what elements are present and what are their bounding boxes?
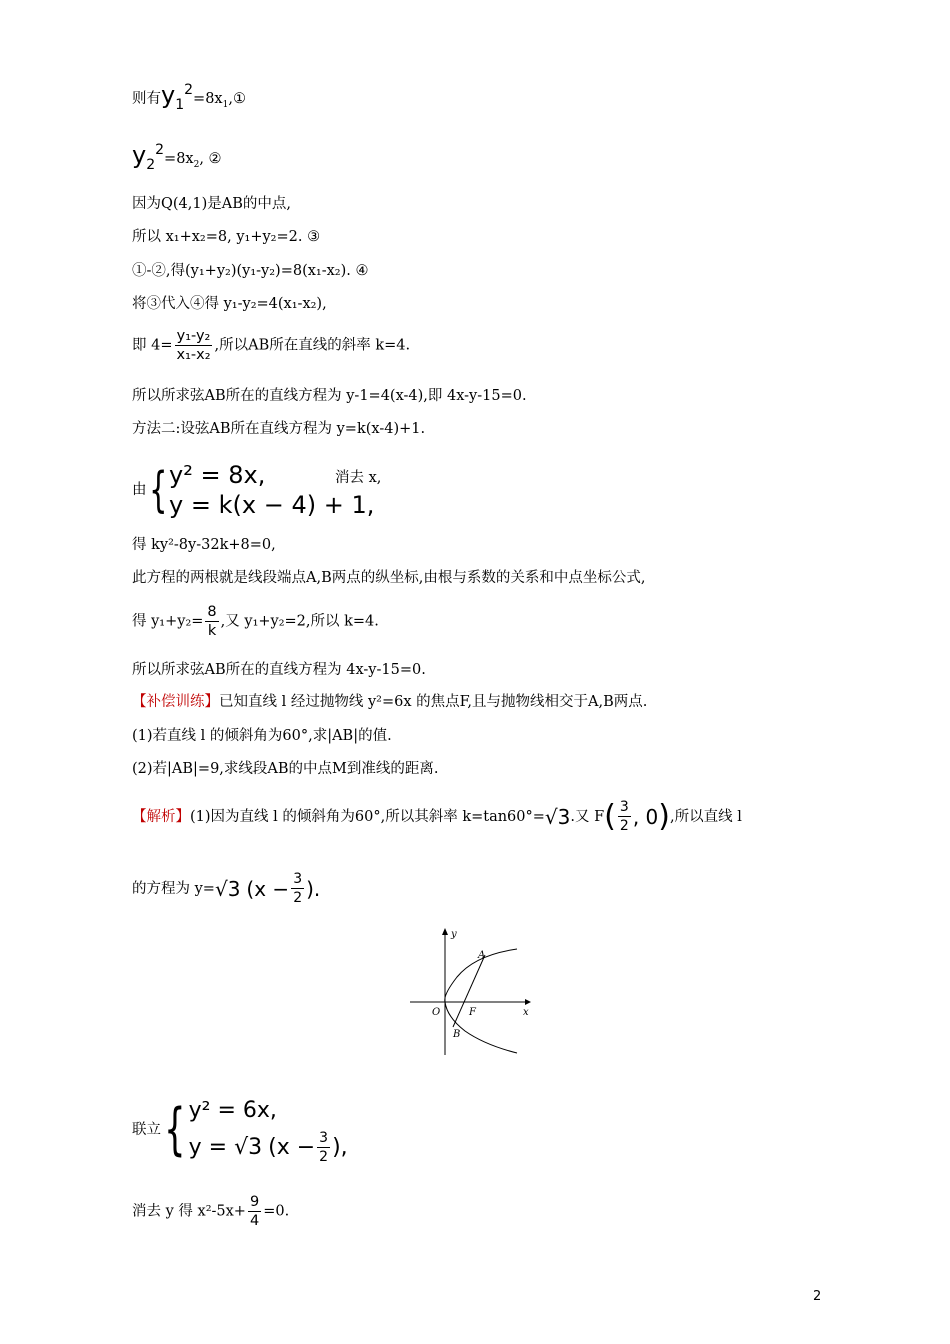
text: (1)因为直线 l 的倾斜角为60°,所以其斜率 k=tan60°= [190,808,545,825]
line-4: 所以 x₁+x₂=8, y₁+y₂=2. ③ [132,229,321,245]
fraction [618,798,631,835]
line-14 [132,692,647,712]
text: ), [332,1134,348,1160]
text: 2 [193,159,200,170]
row [189,1129,348,1166]
text: .又 F [570,808,605,825]
y-label: y [451,929,457,940]
text: ,① [228,91,246,107]
eliminate-x: 消去 x, [335,470,382,486]
text: ,又 y₁+y₂=2,所以 k=4. [220,613,379,630]
sqrt-3: √3 [544,804,571,829]
text: 即 4= [132,337,173,354]
numerator: 3 [619,799,629,815]
line-12 [132,603,379,640]
line-10: 得 ky²-8y-32k+8=0, [132,537,276,553]
line-17 [132,798,742,835]
line-7 [132,327,410,364]
text: 已知直线 l 经过抛物线 y²=6x 的焦点F,且与抛物线相交于A,B两点. [219,694,648,710]
section-tag: 【解析】 [132,808,190,825]
line-6: 将③代入④得 y₁-y₂=4(x₁-x₂), [132,296,327,312]
fraction [205,603,218,640]
row: y² = 6x, [188,1098,277,1123]
row: y² = 8x, [169,461,266,489]
line-9: 方法二:设弦AB所在直线方程为 y=k(x-4)+1. [132,421,426,437]
line-15: (1)若直线 l 的倾斜角为60°,求|AB|的值. [132,728,392,744]
y1-squared: $y_1^2$ [161,81,194,113]
text: 1 [222,99,229,110]
x-axis-arrow-icon [525,999,531,1005]
line-5: ①-②,得(y₁+y₂)(y₁-y₂)=8(x₁-x₂). ④ [132,263,369,279]
brace-icon: { [164,1096,186,1162]
fraction [317,1129,330,1166]
denominator: 2 [319,1149,329,1165]
denominator: k [207,623,217,639]
numerator: 9 [249,1194,260,1210]
text: 联立 [132,1121,161,1138]
denominator: 2 [293,890,303,906]
paren-open: ( [604,798,616,834]
section-tag: 【补偿训练】 [132,694,219,710]
denominator: 2 [619,818,629,834]
fraction [291,870,304,907]
text: 则有 [132,91,161,107]
y2-squared: $y_2^2$ [132,141,165,173]
text: =8x [164,151,194,167]
focus-label: F [469,1007,476,1018]
text: ,所以直线 l [669,808,742,825]
line-1 [132,80,246,115]
x-label: x [523,1007,529,1018]
line-11: 此方程的两根就是线段端点A,B两点的纵坐标,由根与系数的关系和中点坐标公式, [132,570,646,586]
denominator: x₁-x₂ [176,347,211,363]
numerator: 8 [207,604,217,620]
text: ). [306,876,321,901]
text: (x − [246,876,290,901]
text: 消去 y 得 x²-5x+ [132,1203,246,1220]
text: ,所以AB所在直线的斜率 k=4. [214,337,411,354]
point-b-label: B [453,1029,461,1040]
text: 的方程为 y= [132,880,215,897]
text: (x − [268,1134,316,1160]
line-16: (2)若|AB|=9,求线段AB的中点M到准线的距离. [132,761,439,777]
origin-label: O [432,1007,441,1018]
line-8: 所以所求弦AB所在的直线方程为 y-1=4(x-4),即 4x-y-15=0. [132,388,527,404]
page-number: 2 [813,1289,822,1304]
brace-icon: { [148,462,167,518]
equation-system-2 [132,1093,348,1166]
numerator: y₁-y₂ [176,328,211,344]
paren-close: ) [658,798,670,834]
line-13: 所以所求弦AB所在的直线方程为 4x-y-15=0. [132,662,426,678]
row: y = k(x − 4) + 1, [169,491,375,519]
text: , ② [199,151,222,167]
text: , 0 [632,804,659,829]
y-axis-arrow-icon [442,928,448,935]
line-2 [132,140,222,175]
line-3: 因为Q(4,1)是AB的中点, [132,196,291,212]
text: =8x [193,91,223,107]
fraction [248,1193,261,1230]
numerator: 3 [293,871,303,887]
numerator: 3 [319,1130,329,1146]
text: 由 [132,482,147,498]
point-a-label: A [478,950,486,961]
denominator: 4 [249,1213,260,1229]
system-rows [189,1093,348,1166]
fraction [174,327,212,364]
text: y = √3 [188,1134,263,1160]
text: 得 y₁+y₂= [132,613,204,630]
line-19 [132,1193,289,1230]
sqrt-3: √3 [214,876,241,901]
parabola-graph [405,925,535,1060]
text: =0. [263,1203,290,1220]
line-18 [132,870,320,907]
